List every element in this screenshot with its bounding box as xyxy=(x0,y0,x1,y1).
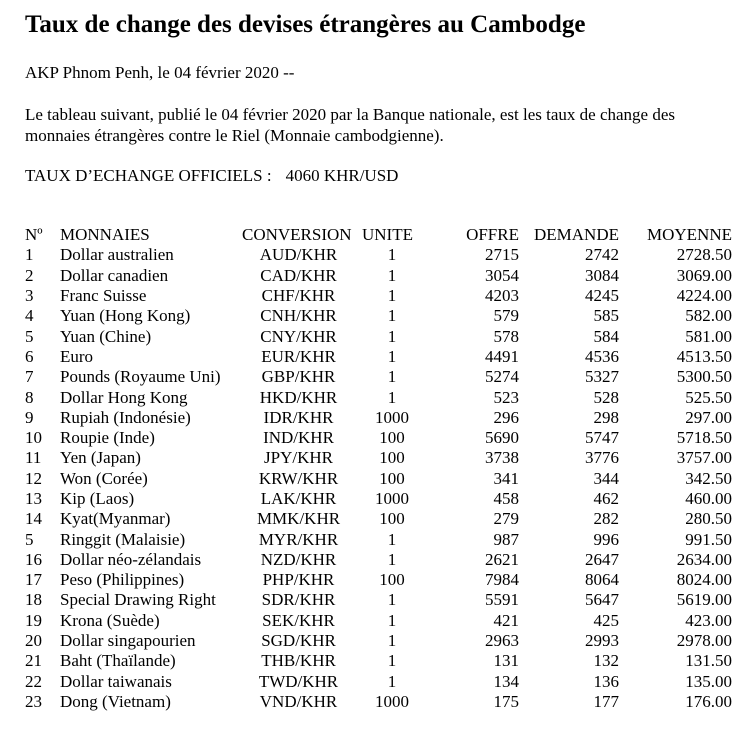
demand-rate: 3084 xyxy=(585,265,619,285)
offer-rate: 2715 xyxy=(485,245,519,265)
table-row xyxy=(25,469,732,489)
conversion-pair: HKD/KHR xyxy=(259,387,338,407)
conversion-pair: SGD/KHR xyxy=(261,631,336,651)
currency-name: Franc Suisse xyxy=(60,286,147,306)
table-row xyxy=(25,651,732,671)
demand-rate: 177 xyxy=(593,691,619,711)
unit-value: 100 xyxy=(379,428,405,448)
table-row xyxy=(25,590,732,610)
row-number: 2 xyxy=(25,265,34,285)
table-row xyxy=(25,448,732,468)
conversion-pair: IDR/KHR xyxy=(263,407,334,427)
table-row xyxy=(25,550,732,570)
table-row xyxy=(25,347,732,367)
offer-rate: 5274 xyxy=(485,367,519,387)
header-conversion: CONVERSION xyxy=(242,225,352,245)
currency-name: Dollar singapourien xyxy=(60,631,196,651)
average-rate: 4513.50 xyxy=(676,346,732,366)
conversion-pair: SEK/KHR xyxy=(262,610,335,630)
demand-rate: 4245 xyxy=(585,286,619,306)
unit-value: 1 xyxy=(387,245,397,265)
currency-name: Yuan (Chine) xyxy=(60,326,152,346)
row-number: 10 xyxy=(25,428,42,448)
offer-rate: 5690 xyxy=(485,428,519,448)
conversion-pair: CNY/KHR xyxy=(260,326,337,346)
currency-name: Dollar canadien xyxy=(60,265,169,285)
table-row xyxy=(25,367,732,387)
demand-rate: 344 xyxy=(593,468,619,488)
table-row xyxy=(25,570,732,590)
demand-rate: 2742 xyxy=(585,245,619,265)
unit-value: 1 xyxy=(387,387,397,407)
average-rate: 176.00 xyxy=(685,691,732,711)
offer-rate: 134 xyxy=(493,671,519,691)
table-row xyxy=(25,692,732,712)
average-rate: 423.00 xyxy=(685,610,732,630)
conversion-pair: CHF/KHR xyxy=(261,286,336,306)
demand-rate: 996 xyxy=(593,529,619,549)
conversion-pair: MMK/KHR xyxy=(256,509,341,529)
currency-name: Dong (Vietnam) xyxy=(60,691,171,711)
offer-rate: 578 xyxy=(493,326,519,346)
intro-paragraph: Le tableau suivant, publié le 04 février 2020 par la Banque nationale, est les taux de change des monnaies étrangères contre le Riel (Monnaie cambodgienne). xyxy=(25,105,676,145)
offer-rate: 421 xyxy=(493,610,519,630)
unit-value: 1 xyxy=(387,326,397,346)
demand-rate: 5647 xyxy=(585,590,619,610)
average-rate: 3757.00 xyxy=(676,448,732,468)
demand-rate: 136 xyxy=(593,671,619,691)
unit-value: 100 xyxy=(379,448,405,468)
exchange-rate-table xyxy=(25,225,732,712)
average-rate: 5300.50 xyxy=(676,367,732,387)
conversion-pair: KRW/KHR xyxy=(258,468,339,488)
unit-value: 1000 xyxy=(375,489,409,508)
demand-rate: 2993 xyxy=(585,631,619,651)
unit-value: 1 xyxy=(387,529,397,549)
demand-rate: 282 xyxy=(593,509,619,529)
row-number: 4 xyxy=(25,306,34,326)
unit-value: 1 xyxy=(387,651,397,671)
page-title: Taux de change des devises étrangères au Cambodge xyxy=(25,11,586,38)
demand-rate: 2647 xyxy=(585,549,619,569)
average-rate: 280.50 xyxy=(685,509,732,529)
table-row xyxy=(25,306,732,326)
offer-rate: 3054 xyxy=(485,265,519,285)
row-number: 14 xyxy=(25,509,42,529)
currency-name: Baht (Thaïlande) xyxy=(60,651,176,671)
row-number: 19 xyxy=(25,610,42,630)
demand-rate: 8064 xyxy=(585,570,619,590)
row-number: 5 xyxy=(25,529,34,549)
unit-value: 1 xyxy=(387,265,397,285)
currency-name: Special Drawing Right xyxy=(60,590,216,610)
average-rate: 4224.00 xyxy=(676,286,732,306)
row-number: 11 xyxy=(25,448,42,468)
table-row xyxy=(25,509,732,529)
demand-rate: 462 xyxy=(593,489,619,508)
conversion-pair: MYR/KHR xyxy=(258,529,339,549)
unit-value: 1 xyxy=(387,367,397,387)
offer-rate: 2621 xyxy=(485,549,519,569)
unit-value: 1 xyxy=(387,346,397,366)
offer-rate: 7984 xyxy=(485,570,519,590)
table-row xyxy=(25,387,732,407)
row-number: 1 xyxy=(25,245,34,265)
average-rate: 2978.00 xyxy=(676,631,732,651)
row-number: 9 xyxy=(25,407,34,427)
header-demand: DEMANDE xyxy=(534,225,619,245)
offer-rate: 3738 xyxy=(485,448,519,468)
table-row xyxy=(25,428,732,448)
conversion-pair: PHP/KHR xyxy=(262,570,335,590)
row-number: 17 xyxy=(25,570,42,590)
unit-value: 1 xyxy=(387,286,397,306)
conversion-pair: AUD/KHR xyxy=(259,245,338,265)
demand-rate: 132 xyxy=(593,651,619,671)
offer-rate: 341 xyxy=(493,468,519,488)
unit-value: 100 xyxy=(379,468,405,488)
conversion-pair: CAD/KHR xyxy=(260,265,337,285)
average-rate: 581.00 xyxy=(685,326,732,346)
row-number: 5 xyxy=(25,326,34,346)
unit-value: 100 xyxy=(379,509,405,529)
unit-value: 1 xyxy=(387,631,397,651)
row-number: 12 xyxy=(25,468,42,488)
average-rate: 297.00 xyxy=(685,407,732,427)
offer-rate: 279 xyxy=(493,509,519,529)
unit-value: 1 xyxy=(387,610,397,630)
offer-rate: 2963 xyxy=(485,631,519,651)
average-rate: 2634.00 xyxy=(676,549,732,569)
offer-rate: 4203 xyxy=(485,286,519,306)
average-rate: 8024.00 xyxy=(676,570,732,590)
unit-value: 100 xyxy=(379,570,405,590)
official-rate-value: 4060 KHR/USD xyxy=(285,166,399,185)
demand-rate: 425 xyxy=(593,610,619,630)
header-average: MOYENNE xyxy=(647,225,732,245)
conversion-pair: JPY/KHR xyxy=(264,448,333,468)
currency-name: Dollar australien xyxy=(60,245,174,265)
table-row xyxy=(25,489,732,509)
table-row xyxy=(25,245,732,265)
unit-value: 1 xyxy=(387,590,397,610)
header-unit: UNITE xyxy=(362,225,413,245)
row-number: 6 xyxy=(25,346,34,366)
currency-name: Roupie (Inde) xyxy=(60,428,155,448)
offer-rate: 579 xyxy=(493,306,519,326)
average-rate: 342.50 xyxy=(685,468,732,488)
row-number: 7 xyxy=(25,367,34,387)
dateline: AKP Phnom Penh, le 04 février 2020 -- xyxy=(25,63,295,82)
offer-rate: 523 xyxy=(493,387,519,407)
offer-rate: 175 xyxy=(493,691,519,711)
row-number: 22 xyxy=(25,671,42,691)
row-number: 3 xyxy=(25,286,34,306)
table-row xyxy=(25,326,732,346)
table-row xyxy=(25,408,732,428)
table-row xyxy=(25,266,732,286)
unit-value: 1 xyxy=(387,306,397,326)
currency-name: Peso (Philippines) xyxy=(60,570,185,590)
currency-name: Kyat(Myanmar) xyxy=(60,509,171,529)
demand-rate: 584 xyxy=(593,326,619,346)
row-number: 8 xyxy=(25,387,34,407)
header-offer: OFFRE xyxy=(466,225,519,245)
offer-rate: 5591 xyxy=(485,590,519,610)
average-rate: 131.50 xyxy=(685,651,732,671)
header-currency: MONNAIES xyxy=(60,225,150,245)
table-row xyxy=(25,286,732,306)
offer-rate: 131 xyxy=(493,651,519,671)
table-row xyxy=(25,672,732,692)
demand-rate: 528 xyxy=(593,387,619,407)
conversion-pair: THB/KHR xyxy=(261,651,336,671)
row-number: 23 xyxy=(25,691,42,711)
demand-rate: 5747 xyxy=(585,428,619,448)
average-rate: 135.00 xyxy=(685,671,732,691)
average-rate: 5718.50 xyxy=(676,428,732,448)
offer-rate: 296 xyxy=(493,407,519,427)
row-number: 21 xyxy=(25,651,42,671)
offer-rate: 4491 xyxy=(485,346,519,366)
unit-value: 1 xyxy=(387,671,397,691)
unit-value: 1000 xyxy=(375,691,409,711)
demand-rate: 3776 xyxy=(585,448,619,468)
table-body xyxy=(25,245,732,712)
unit-value: 1 xyxy=(387,549,397,569)
conversion-pair: CNH/KHR xyxy=(260,306,337,326)
average-rate: 582.00 xyxy=(685,306,732,326)
demand-rate: 585 xyxy=(593,306,619,326)
conversion-pair: VND/KHR xyxy=(259,691,338,711)
demand-rate: 4536 xyxy=(585,346,619,366)
conversion-pair: GBP/KHR xyxy=(261,367,336,387)
currency-name: Dollar taiwanais xyxy=(60,671,172,691)
row-number: 18 xyxy=(25,590,42,610)
conversion-pair: NZD/KHR xyxy=(260,549,337,569)
demand-rate: 298 xyxy=(593,407,619,427)
header-number: Nº xyxy=(25,225,43,245)
row-number: 16 xyxy=(25,549,42,569)
currency-name: Pounds (Royaume Uni) xyxy=(60,367,221,387)
currency-name: Rupiah (Indonésie) xyxy=(60,407,191,427)
conversion-pair: EUR/KHR xyxy=(261,346,336,366)
currency-name: Euro xyxy=(60,346,94,366)
currency-name: Dollar Hong Kong xyxy=(60,387,188,407)
offer-rate: 987 xyxy=(493,529,519,549)
currency-name: Ringgit (Malaisie) xyxy=(60,529,186,549)
row-number: 20 xyxy=(25,631,42,651)
conversion-pair: TWD/KHR xyxy=(258,671,339,691)
currency-name: Krona (Suède) xyxy=(60,610,160,630)
average-rate: 3069.00 xyxy=(676,265,732,285)
currency-name: Kip (Laos) xyxy=(60,489,135,508)
table-header-row xyxy=(25,225,732,245)
average-rate: 991.50 xyxy=(685,529,732,549)
official-rate xyxy=(25,165,398,186)
table-row xyxy=(25,611,732,631)
table-row xyxy=(25,631,732,651)
unit-value: 1000 xyxy=(375,407,409,427)
row-number: 13 xyxy=(25,489,42,508)
conversion-pair: SDR/KHR xyxy=(261,590,336,610)
demand-rate: 5327 xyxy=(585,367,619,387)
currency-name: Dollar néo-zélandais xyxy=(60,549,202,569)
conversion-pair: IND/KHR xyxy=(263,428,334,448)
currency-name: Yen (Japan) xyxy=(60,448,141,468)
currency-name: Yuan (Hong Kong) xyxy=(60,306,191,326)
average-rate: 460.00 xyxy=(685,489,732,508)
official-rate-label: TAUX D’ECHANGE OFFICIELS : xyxy=(25,166,272,185)
average-rate: 5619.00 xyxy=(676,590,732,610)
conversion-pair: LAK/KHR xyxy=(260,489,337,508)
currency-name: Won (Corée) xyxy=(60,468,148,488)
offer-rate: 458 xyxy=(493,489,519,508)
table-row xyxy=(25,529,732,549)
average-rate: 2728.50 xyxy=(676,245,732,265)
average-rate: 525.50 xyxy=(685,387,732,407)
